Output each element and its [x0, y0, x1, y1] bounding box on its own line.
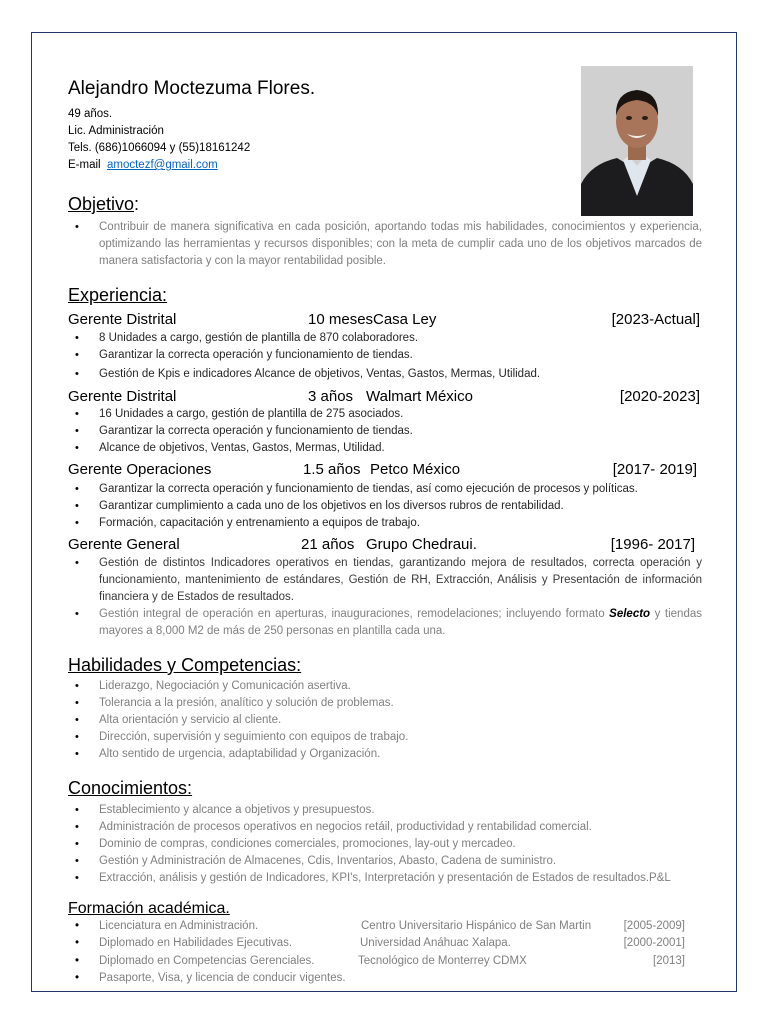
list-item: • Liderazgo, Negociación y Comunicación asertiva.: [68, 678, 702, 695]
job-company: Casa Ley: [373, 311, 437, 328]
job-dates: [2023-Actual]: [611, 311, 700, 328]
education-degree: Diplomado en Competencias Gerenciales.: [99, 955, 315, 967]
education-school: Universidad Anáhuac Xalapa.: [360, 937, 511, 949]
list-item: • Garantizar la correcta operación y funcionamiento de tiendas, así como ejecución de procesos y políticas.: [68, 481, 702, 498]
experiencia-heading: Experiencia:: [68, 285, 168, 305]
education-school: Tecnológico de Monterrey CDMX: [358, 955, 527, 967]
list-item: • Tolerancia a la presión, analítico y solución de problemas.: [68, 695, 702, 712]
job-header: [68, 536, 700, 556]
education-row: • Diplomado en Habilidades Ejecutivas. Universidad Anáhuac Xalapa. [2000-2001]: [75, 937, 685, 949]
job-duration: 1.5 años: [303, 461, 361, 478]
email-line: [68, 157, 218, 174]
job-dates: [2020-2023]: [619, 388, 700, 405]
list-item: • Garantizar la correcta operación y funcionamiento de tiendas.: [68, 423, 702, 440]
list-item: • 16 Unidades a cargo, gestión de plantilla de 275 asociados.: [68, 406, 702, 423]
education-years: [2005-2009]: [623, 920, 685, 932]
job-dates: [1996- 2017]: [610, 536, 695, 553]
list-item: • Alto sentido de urgencia, adaptabilidad y Organización.: [68, 746, 702, 763]
education-degree: Diplomado en Habilidades Ejecutivas.: [99, 937, 293, 949]
education-degree: Licenciatura en Administración.: [99, 920, 259, 932]
job-company: Walmart México: [366, 388, 473, 405]
list-item: • Gestión de distintos Indicadores operativos en tiendas, garantizando mejora de resultados, correcta operación y funcionamiento, mantenimiento de estándares, Gestión de RH, Extracción, Análisis y Presentación de información financiera y de Estados de resultados.: [68, 555, 702, 606]
list-item: • Formación, capacitación y entrenamiento a equipos de trabajo.: [68, 515, 702, 532]
list-item: • Alcance de objetivos, Ventas, Gastos, Mermas, Utilidad.: [68, 440, 702, 457]
job-company: Petco México: [370, 461, 461, 478]
conocimientos-heading: Conocimientos:: [68, 778, 193, 798]
job-role: Gerente Distrital: [68, 311, 177, 328]
list-item: • Gestión de Kpis e indicadores Alcance de objetivos, Ventas, Gastos, Mermas, Utilidad.: [68, 366, 702, 383]
job-items: [68, 555, 702, 640]
list-item: • Gestión y Administración de Almacenes, Cdis, Inventarios, Abasto, Cadena de suministro.: [68, 853, 702, 870]
job-role: Gerente General: [68, 536, 180, 553]
list-item: • Extracción, análisis y gestión de Indicadores, KPI's, Interpretación y presentación de Estados de resultados.P&L: [68, 870, 702, 887]
email-link[interactable]: amoctezf@gmail.com: [106, 159, 218, 171]
education-row: • Licenciatura en Administración. Centro Universitario Hispánico de San Martin [2005-2009]: [75, 920, 685, 932]
list-item: • Garantizar la correcta operación y funcionamiento de tiendas.: [68, 347, 702, 364]
education-years: [2000-2001]: [623, 937, 685, 949]
job-role: Gerente Operaciones: [68, 461, 212, 478]
job-duration: 21 años: [301, 536, 355, 553]
job-duration: 10 meses: [308, 311, 374, 328]
habilidades-heading: Habilidades y Competencias:: [68, 655, 302, 675]
selecto-text: Selecto: [609, 608, 651, 620]
objetivo-list: [68, 219, 702, 270]
education-years: [2013]: [653, 955, 685, 967]
candidate-age: 49 años.: [68, 108, 113, 120]
job-header: [68, 311, 700, 331]
list-item: • Gestión integral de operación en aperturas, inauguraciones, remodelaciones; incluyendo formato Selecto y tiendas mayores a 8,000 M2 de más de 250 personas en plantilla cada una.: [68, 606, 702, 640]
candidate-degree: Lic. Administración: [68, 125, 164, 137]
job-header: [68, 461, 700, 481]
profile-photo: [581, 66, 693, 216]
list-item: • Garantizar cumplimiento a cada uno de los objetivos en los diversos rubros de rentabilidad.: [68, 498, 702, 515]
list-item: • Establecimiento y alcance a objetivos y presupuestos.: [68, 802, 702, 819]
objetivo-text: • Contribuir de manera significativa en cada posición, aportando todas mis habilidades, conocimientos y experiencia, optimizando las herramientas y recursos disponibles; con la meta de cumplir cada uno de los objetivos marcados de manera satisfactoria y con la mayor rentabilidad posible.: [68, 219, 702, 270]
objetivo-heading: Objetivo:: [68, 194, 140, 214]
education-extra-text: Pasaporte, Visa, y licencia de conducir vigentes.: [99, 972, 346, 984]
job-role: Gerente Distrital: [68, 388, 177, 405]
email-label: E-mail: [68, 159, 101, 171]
formacion-heading: Formación académica.: [68, 900, 230, 917]
candidate-phones: Tels. (686)1066094 y (55)18161242: [68, 142, 251, 154]
job-dates: [2017- 2019]: [612, 461, 697, 478]
education-row: • Diplomado en Competencias Gerenciales. Tecnológico de Monterrey CDMX [2013]: [75, 955, 685, 967]
list-item: • Alta orientación y servicio al cliente.: [68, 712, 702, 729]
candidate-name: Alejandro Moctezuma Flores.: [68, 78, 316, 99]
list-item: • Administración de procesos operativos en negocios retáil, productividad y rentabilidad comercial.: [68, 819, 702, 836]
list-item: • Dirección, supervisión y seguimiento con equipos de trabajo.: [68, 729, 702, 746]
job-items: [68, 406, 702, 457]
education-extra: • Pasaporte, Visa, y licencia de conducir vigentes.: [75, 972, 346, 984]
job-items: [68, 481, 702, 532]
job-company: Grupo Chedraui.: [366, 536, 477, 553]
list-item: • 8 Unidades a cargo, gestión de plantilla de 870 colaboradores.: [68, 330, 702, 347]
habilidades-list: [68, 678, 702, 763]
job-items: [68, 330, 702, 383]
job-header: [68, 388, 700, 408]
list-item: • Dominio de compras, condiciones comerciales, promociones, lay-out y mercadeo.: [68, 836, 702, 853]
education-school: Centro Universitario Hispánico de San Martin: [361, 920, 592, 932]
conocimientos-list: [68, 802, 702, 887]
job-duration: 3 años: [308, 388, 354, 405]
